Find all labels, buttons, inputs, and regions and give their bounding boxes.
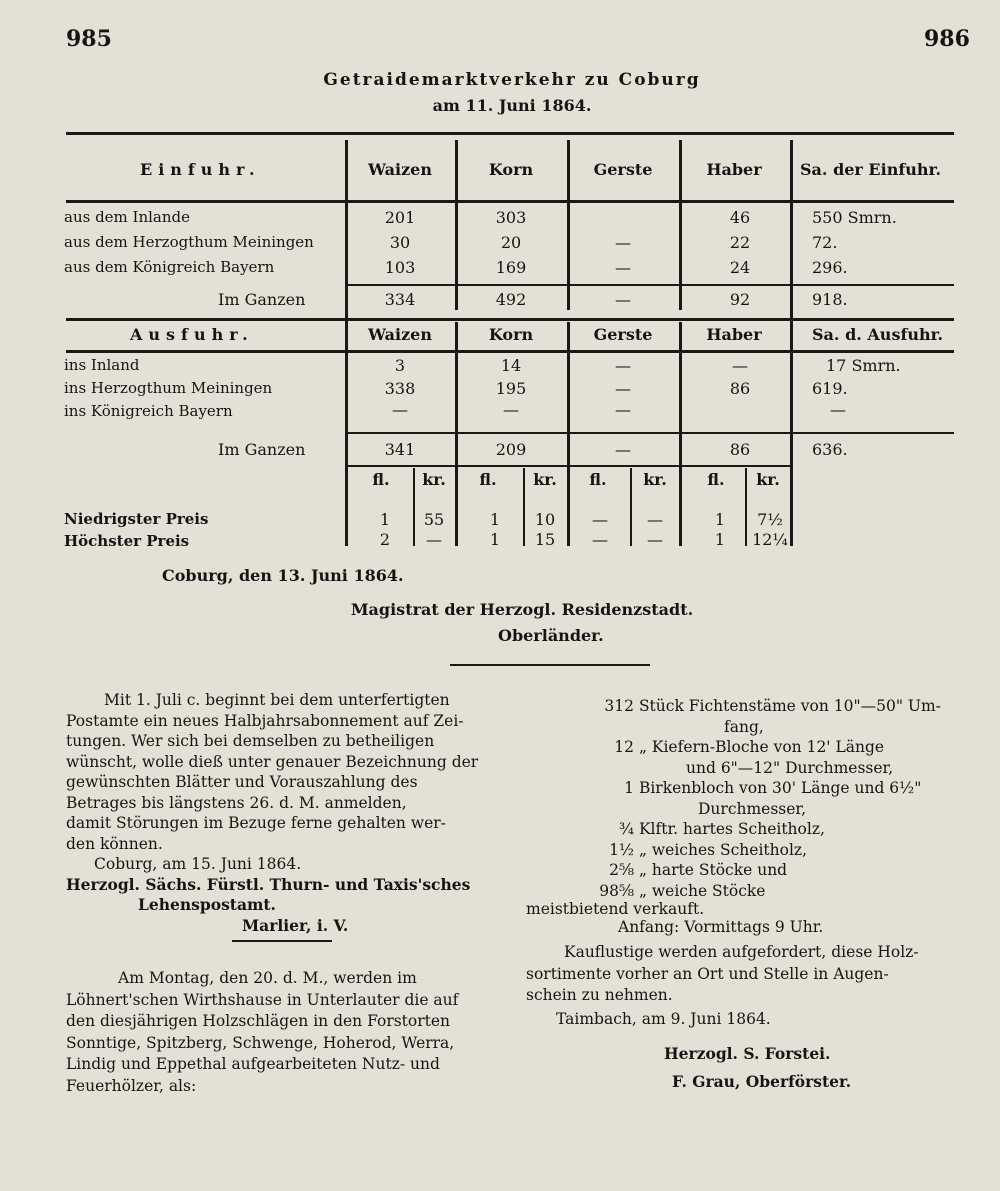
cell-total: 636. [812,440,848,459]
table-top-rule [66,132,954,135]
wood-line: Lindig und Eppethal aufgearbeiteten Nutz- und [66,1055,440,1074]
wood-sale-line: meistbietend verkauft. [526,900,705,918]
cell-total: 296. [812,258,848,277]
wood-items [578,696,958,901]
page-number-left: 985 [66,26,112,52]
unit-fl: fl. [479,470,497,489]
cell-waizen: 30 [389,233,411,252]
col-rule-2b [455,322,458,546]
wood-item: 1½ „ weiches Scheitholz, [609,840,808,859]
fl-kr-rule-2 [523,468,525,546]
cell-haber: 92 [729,290,751,309]
unit-kr: kr. [422,470,446,489]
wood-place-date: Taimbach, am 9. Juni 1864. [556,1010,771,1028]
cell-gerste: — [615,258,631,277]
row-label: Im Ganzen [218,290,306,309]
row-label: aus dem Königreich Bayern [64,258,275,276]
wood-item: 1 Birkenbloch von 30' Länge und 6½" [624,779,922,797]
post-signature: Marlier, i. V. [242,915,349,935]
col-header-korn: Korn [488,160,534,179]
export-header: Ausfuhr. [130,325,254,344]
cell-k-kr: 10 [534,510,556,529]
fl-kr-rule-3 [630,468,632,546]
post-office-2: Lehenspostamt. [138,895,276,914]
col-header-haber: Haber [706,160,762,179]
market-authority: Magistrat der Herzogl. Residenzstadt. [350,600,694,619]
unit-fl: fl. [707,470,725,489]
row-label: ins Herzogthum Meiningen [64,379,273,397]
wood-item: fang, [724,717,764,736]
cell-gerste: — [615,233,631,252]
cell-h-fl: 1 [714,510,726,529]
unit-kr: kr. [756,470,780,489]
export-header-rule [66,350,954,353]
post-place-date: Coburg, am 15. Juni 1864. [94,855,302,873]
cell-waizen: 334 [384,290,416,309]
cell-gerste: — [615,440,631,459]
invite-line: Kauflustige werden aufgefordert, diese Holz- [564,943,919,961]
cell-korn: 209 [495,440,527,459]
notice-divider [232,940,332,942]
import-total-header: Sa. der Einfuhr. [800,160,942,179]
row-label: Niedrigster Preis [64,510,209,528]
cell-g-kr: — [647,530,663,549]
post-line: damit Störungen im Bezuge ferne gehalten wer- [66,814,446,832]
post-line: Betrages bis längstens 26. d. M. anmelden, [66,793,407,812]
invite-line: sortimente vorher an Ort und Stelle in Augen- [526,964,889,983]
cell-h-kr: 7½ [757,510,783,529]
invite-line: schein zu nehmen. [526,986,673,1005]
post-line: tungen. Wer sich bei demselben zu betheiligen [66,732,435,750]
cell-k-kr: 15 [534,530,556,549]
post-line: Mit 1. Juli c. beginnt bei dem unterfertigten [104,691,450,709]
post-line: gewünschten Blätter und Vorauszahlung des [66,773,418,791]
col-rule-1 [345,140,348,546]
cell-gerste: — [615,290,631,309]
cell-haber: — [732,356,748,375]
market-title: Getraidemarktverkehr zu Coburg [323,70,701,90]
wood-item: 98⅝ „ weiche Stöcke [599,881,766,900]
cell-korn: 303 [495,208,527,227]
cell-g-fl: — [592,510,608,529]
market-signature: Oberländer. [498,626,604,645]
col-rule-3b [567,322,570,546]
col-header-waizen: Waizen [368,325,432,344]
wood-item: ¾ Klftr. hartes Scheitholz, [618,820,825,838]
cell-total: 619. [812,379,848,398]
post-line: Postamte ein neues Halbjahrsabonnement auf Zei- [66,711,464,730]
cell-total: 550 Smrn. [812,208,897,227]
post-office: Herzogl. Sächs. Fürstl. Thurn- und Taxis'sches [66,874,471,894]
wood-item: Durchmesser, [698,799,807,818]
import-sum-rule [345,284,954,286]
row-label: Im Ganzen [218,440,306,459]
row-label: aus dem Herzogthum Meiningen [64,233,314,251]
cell-h-fl: 1 [714,530,726,549]
table-header-rule [66,200,954,203]
cell-korn: 169 [495,258,527,277]
cell-korn: 14 [500,356,522,375]
cell-g-fl: — [592,530,608,549]
wood-line: Am Montag, den 20. d. M., werden im [118,969,417,987]
fl-kr-rule-4 [745,468,747,546]
unit-fl: fl. [372,470,390,489]
row-label: ins Königreich Bayern [64,402,233,420]
cell-haber: 22 [729,233,751,252]
cell-waizen: 3 [394,356,406,375]
cell-korn: 20 [500,233,522,252]
wood-signature: F. Grau, Oberförster. [672,1072,852,1091]
post-notice [66,690,506,936]
wood-authority: Herzogl. S. Forstei. [664,1044,831,1063]
wood-item: und 6"—12" Durchmesser, [686,758,894,777]
cell-gerste: — [615,379,631,398]
cell-waizen: 338 [384,379,416,398]
cell-total: 918. [812,290,848,309]
col-rule-2 [455,140,458,310]
col-rule-4 [679,140,682,310]
cell-k-fl: 1 [489,530,501,549]
col-header-gerste: Gerste [593,325,653,344]
cell-waizen: 341 [384,440,416,459]
cell-korn: 492 [495,290,527,309]
cell-w-fl: 1 [379,510,391,529]
col-header-gerste: Gerste [593,160,653,179]
unit-kr: kr. [533,470,557,489]
wood-line: Löhnert'schen Wirthshause in Unterlauter die auf [66,990,459,1009]
cell-gerste: — [615,356,631,375]
wood-line: Feuerhölzer, als: [66,1076,197,1095]
col-rule-5 [790,140,793,546]
cell-w-kr: — [426,530,442,549]
col-rule-3 [567,140,570,310]
unit-kr: kr. [643,470,667,489]
cell-w-fl: 2 [379,530,391,549]
col-header-waizen: Waizen [368,160,432,179]
market-place-date: Coburg, den 13. Juni 1864. [162,566,404,585]
col-rule-4b [679,322,682,546]
row-label: ins Inland [64,356,140,374]
cell-korn: — [503,400,519,419]
wood-item: 2⅝ „ harte Stöcke und [609,861,788,879]
row-label: aus dem Inlande [64,208,191,226]
wood-invite [526,942,956,1007]
cell-haber: 86 [729,379,751,398]
cell-total: — [830,400,846,419]
cell-haber: 46 [729,208,751,227]
cell-k-fl: 1 [489,510,501,529]
cell-total: 72. [812,233,838,252]
cell-haber: 24 [729,258,751,277]
section-divider [450,664,650,666]
post-line: den können. [66,834,163,853]
wood-notice [66,968,506,1098]
row-label: Höchster Preis [64,532,190,550]
cell-korn: 195 [495,379,527,398]
cell-waizen: 201 [384,208,416,227]
unit-fl: fl. [589,470,607,489]
cell-w-kr: 55 [423,510,445,529]
cell-total: 17 Smrn. [826,356,901,375]
wood-line: den diesjährigen Holzschlägen in den Forstorten [66,1012,451,1031]
market-date: am 11. Juni 1864. [432,96,592,115]
cell-gerste: — [615,400,631,419]
col-header-haber: Haber [706,325,762,344]
cell-g-kr: — [647,510,663,529]
wood-line: Sonntige, Spitzberg, Schwenge, Hoherod, Werra, [66,1033,455,1052]
wood-item: 12 „ Kiefern-Bloche von 12' Länge [614,738,885,756]
export-top-rule [66,318,954,321]
cell-haber: 86 [729,440,751,459]
cell-waizen: 103 [384,258,416,277]
cell-h-kr: 12¼ [752,530,788,549]
export-total-header: Sa. d. Ausfuhr. [812,325,944,344]
import-header: Einfuhr. [140,160,261,179]
wood-start-line: Anfang: Vormittags 9 Uhr. [618,918,824,936]
post-line: wünscht, wolle dieß unter genauer Bezeichnung der [66,752,479,771]
col-header-korn: Korn [488,325,534,344]
page-number-right: 986 [924,26,970,52]
cell-waizen: — [392,400,408,419]
wood-item: 312 Stück Fichtenstäme von 10"—50" Um- [604,697,941,715]
fl-kr-rule-1 [413,468,415,546]
export-sum-rule [345,432,954,434]
